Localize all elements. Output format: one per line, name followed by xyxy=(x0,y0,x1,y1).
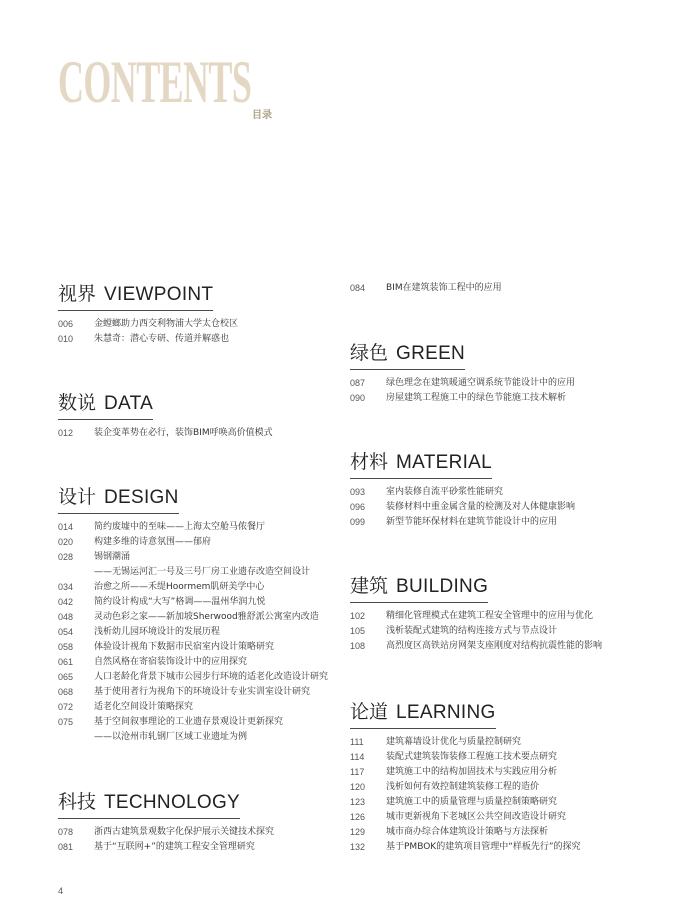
article-title: 装企变革势在必行，装饰BIM呼唤高价值模式 xyxy=(94,428,273,438)
toc-entry[interactable] xyxy=(350,515,575,530)
toc-entry[interactable] xyxy=(58,670,328,685)
article-title: 人口老龄化背景下城市公园步行环境的适老化改造设计研究 xyxy=(94,672,329,682)
page-ref: 042 xyxy=(58,597,74,607)
toc-entry[interactable] xyxy=(350,825,581,840)
article-title: 浅析装配式建筑的结构连接方式与节点设计 xyxy=(386,626,558,636)
article-subtitle: ——无锡运河汇一号及三号厂房工业遗存改造空间设计 xyxy=(94,567,311,577)
page-ref: 061 xyxy=(58,657,74,667)
article-title: 精细化管理模式在建筑工程安全管理中的应用与优化 xyxy=(386,611,594,621)
page-ref: 111 xyxy=(350,737,364,747)
article-title: 建筑施工中的质量管理与质量控制策略研究 xyxy=(386,797,558,807)
article-title: 自然风格在寄宿装饰设计中的应用探究 xyxy=(94,657,248,667)
section-design xyxy=(58,485,328,745)
toc-entry[interactable] xyxy=(350,840,581,855)
toc-entry[interactable] xyxy=(350,765,581,780)
article-title: 基于空间叙事理论的工业遗存景观设计更新探究 xyxy=(94,717,284,727)
section-heading-cn: 论道 xyxy=(350,701,389,723)
toc-entry[interactable] xyxy=(58,610,328,625)
toc-entry[interactable] xyxy=(350,391,575,406)
page-ref: 102 xyxy=(350,611,366,621)
section-heading-en: VIEWPOINT xyxy=(104,284,214,305)
toc-entry[interactable] xyxy=(58,715,328,730)
page-ref: 072 xyxy=(58,702,74,712)
toc-entry[interactable] xyxy=(350,500,575,515)
page-ref: 132 xyxy=(350,842,366,852)
page-ref: 020 xyxy=(58,537,74,547)
section-heading-cn: 科技 xyxy=(58,791,97,813)
section-heading xyxy=(58,391,153,420)
page-ref: 081 xyxy=(58,842,74,852)
page-ref: 099 xyxy=(350,517,366,527)
article-title: 基于“互联网+”的建筑工程安全管理研究 xyxy=(94,842,255,852)
section-heading-en: LEARNING xyxy=(396,702,496,723)
toc-entry[interactable] xyxy=(58,825,274,840)
section-heading-en: GREEN xyxy=(396,343,466,364)
section-heading xyxy=(350,700,496,729)
section-heading xyxy=(350,574,488,603)
toc-entry[interactable] xyxy=(350,735,581,750)
toc-entry[interactable] xyxy=(58,317,238,332)
toc-entry[interactable] xyxy=(58,625,328,640)
section-material xyxy=(350,450,575,530)
article-title: 室内装修自流平砂浆性能研究 xyxy=(386,487,504,497)
article-title: 金螳螂助力西交利物浦大学太仓校区 xyxy=(94,319,239,329)
page-ref: 123 xyxy=(350,797,366,807)
section-heading-cn: 视界 xyxy=(58,283,97,305)
article-title: 治愈之所——禾缇Hoormem肌研美学中心 xyxy=(94,582,265,592)
page-ref: 075 xyxy=(58,717,74,727)
page-ref xyxy=(58,565,94,580)
page-ref: 120 xyxy=(350,782,366,792)
article-title: 构建多维的诗意氛围——郁府 xyxy=(94,537,212,547)
toc-entry[interactable] xyxy=(58,535,328,550)
article-title: 基于使用者行为视角下的环境设计专业实训室设计研究 xyxy=(94,687,311,697)
page-ref: 012 xyxy=(58,428,74,438)
contents-subtitle: 目录 xyxy=(252,110,272,121)
page-ref: 014 xyxy=(58,522,74,532)
toc-entry[interactable] xyxy=(58,550,328,565)
toc-entry[interactable] xyxy=(58,580,328,595)
page-ref: 034 xyxy=(58,582,74,592)
toc-entry-continuation xyxy=(58,730,328,745)
toc-entry[interactable] xyxy=(350,780,581,795)
page-ref: 126 xyxy=(350,812,366,822)
section-building xyxy=(350,574,602,654)
toc-entry[interactable] xyxy=(350,281,502,296)
toc-entry[interactable] xyxy=(58,640,328,655)
toc-entry-continuation xyxy=(58,565,328,580)
page-ref: 087 xyxy=(350,378,366,388)
article-title: 灵动色彩之家——新加坡Sherwood雅舒派公寓室内改造 xyxy=(94,612,319,622)
page-ref: 117 xyxy=(350,767,365,777)
article-title: 浅析如何有效控制建筑装修工程的造价 xyxy=(386,782,540,792)
article-title: 装修材料中重金属含量的检测及对人体健康影响 xyxy=(386,502,576,512)
page-number: 4 xyxy=(58,886,64,896)
page-ref: 065 xyxy=(58,672,74,682)
section-heading-cn: 建筑 xyxy=(350,575,389,597)
page-ref: 096 xyxy=(350,502,366,512)
article-title: 锡钢潮涌 xyxy=(94,552,131,562)
toc-entry[interactable] xyxy=(350,624,602,639)
section-heading-cn: 材料 xyxy=(350,451,389,473)
page-ref: 090 xyxy=(350,393,366,403)
page-ref: 129 xyxy=(350,827,366,837)
page-ref: 054 xyxy=(58,627,74,637)
page-ref: 028 xyxy=(58,552,74,562)
toc-entry[interactable] xyxy=(58,520,328,535)
toc-entry[interactable] xyxy=(350,376,575,391)
section-heading xyxy=(350,450,492,479)
article-title: 建筑幕墙设计优化与质量控制研究 xyxy=(386,737,522,747)
page-ref: 010 xyxy=(58,334,74,344)
section-heading xyxy=(58,485,179,514)
article-title: 浙西古建筑景观数字化保护展示关键技术探究 xyxy=(94,827,275,837)
toc-entry[interactable] xyxy=(58,595,328,610)
page-ref: 105 xyxy=(350,626,366,636)
article-title: 城市商办综合体建筑设计策略与方法探析 xyxy=(386,827,549,837)
page-ref: 068 xyxy=(58,687,74,697)
section-data xyxy=(58,391,273,441)
toc-entry[interactable] xyxy=(350,810,581,825)
section-technology-continued xyxy=(350,281,502,296)
toc-entry[interactable] xyxy=(58,332,238,347)
page-ref: 114 xyxy=(350,752,365,762)
section-heading-en: MATERIAL xyxy=(396,452,493,473)
article-title: 新型节能环保材料在建筑节能设计中的应用 xyxy=(386,517,558,527)
toc-entry[interactable] xyxy=(350,639,602,654)
page-ref: 078 xyxy=(58,827,74,837)
section-heading xyxy=(58,790,240,819)
toc-entry[interactable] xyxy=(58,685,328,700)
section-learning xyxy=(350,700,581,855)
contents-title: CONTENTS xyxy=(58,49,252,115)
article-title: 装配式建筑装饰装修工程施工技术要点研究 xyxy=(386,752,558,762)
article-title: 城市更新视角下老城区公共空间改造设计研究 xyxy=(386,812,567,822)
article-title: 浅析幼儿园环境设计的发展历程 xyxy=(94,627,221,637)
section-heading-cn: 绿色 xyxy=(350,342,389,364)
section-heading-en: DESIGN xyxy=(104,487,179,508)
section-green xyxy=(350,341,575,406)
article-title: 简约设计构成“大写”格调——温州华润九悦 xyxy=(94,597,266,607)
article-title: 简约废墟中的至味——上海太空舱马侬餐厅 xyxy=(94,522,266,532)
article-title: 高烈度区高铁站房网架支座刚度对结构抗震性能的影响 xyxy=(386,641,603,651)
page-ref: 093 xyxy=(350,487,366,497)
page-ref xyxy=(58,730,94,745)
page-ref: 108 xyxy=(350,641,366,651)
toc-entry[interactable] xyxy=(58,426,273,441)
article-title: 建筑施工中的结构加固技术与实践应用分析 xyxy=(386,767,558,777)
section-heading-en: DATA xyxy=(104,393,154,414)
page-ref: 084 xyxy=(350,283,366,293)
article-title: 房屋建筑工程施工中的绿色节能施工技术解析 xyxy=(386,393,567,403)
page-ref: 006 xyxy=(58,319,74,329)
section-heading-en: BUILDING xyxy=(396,576,489,597)
section-heading xyxy=(58,282,213,311)
article-title: 适老化空间设计策略探究 xyxy=(94,702,194,712)
toc-entry[interactable] xyxy=(350,485,575,500)
article-title: 体验设计视角下数据市民宿室内设计策略研究 xyxy=(94,642,275,652)
page-ref: 048 xyxy=(58,612,74,622)
article-subtitle: ——以沧州市轧钢厂区域工业遗址为例 xyxy=(94,732,248,742)
article-title: BIM在建筑装饰工程中的应用 xyxy=(386,283,502,293)
section-heading xyxy=(350,341,465,370)
toc-entry[interactable] xyxy=(58,655,328,670)
toc-entry[interactable] xyxy=(350,795,581,810)
section-technology xyxy=(58,790,274,855)
section-heading-en: TECHNOLOGY xyxy=(104,792,241,813)
toc-entry[interactable] xyxy=(58,700,328,715)
article-title: 绿色理念在建筑暖通空调系统节能设计中的应用 xyxy=(386,378,576,388)
toc-entry[interactable] xyxy=(350,609,602,624)
toc-entry[interactable] xyxy=(350,750,581,765)
section-heading-cn: 设计 xyxy=(58,486,97,508)
article-title: 朱慧奇：潜心专研、传道并解惑也 xyxy=(94,334,230,344)
page-ref: 058 xyxy=(58,642,74,652)
article-title: 基于PMBOK的建筑项目管理中“样板先行”的探究 xyxy=(386,842,581,852)
toc-entry[interactable] xyxy=(58,840,274,855)
section-viewpoint xyxy=(58,282,238,347)
section-heading-cn: 数说 xyxy=(58,392,97,414)
